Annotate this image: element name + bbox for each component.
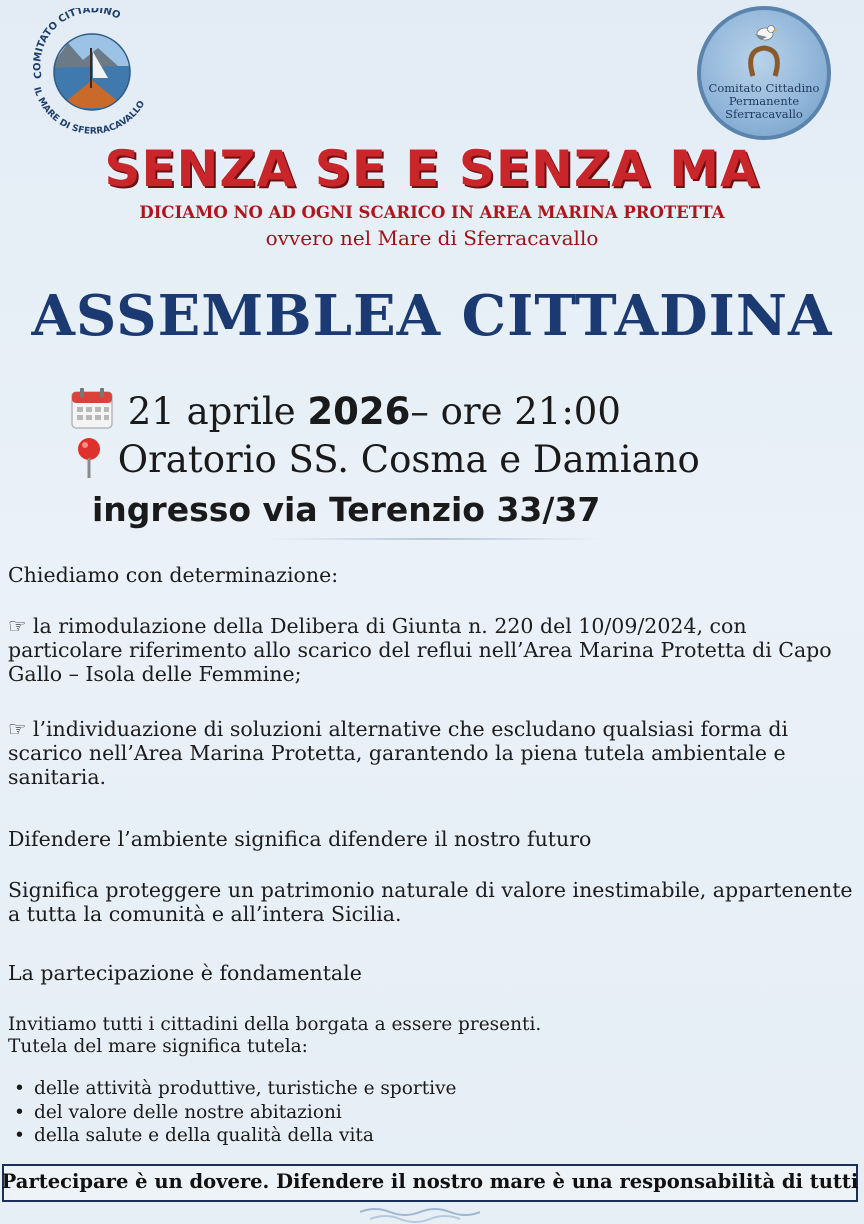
map-pin-icon [72, 436, 106, 480]
calendar-icon [70, 386, 116, 430]
request-item-2 [8, 717, 858, 789]
pointing-hand-icon: ☞ [8, 717, 27, 741]
invito-line-2: Tutela del mare significa tutela: [8, 1036, 308, 1057]
list-item: • del valore delle nostre abitazioni [14, 1101, 456, 1125]
logo-left-ring-top: COMITATO CITTADINO [32, 8, 122, 80]
partecipazione-paragraph: La partecipazione è fondamentale [8, 961, 362, 985]
page-title: ASSEMBLEA CITTADINA [31, 283, 833, 349]
footer-slogan: Partecipare è un dovere. Difendere il nostro mare è una responsabilità di tutti [1, 1170, 859, 1193]
event-place-name: Oratorio SS. Cosma e Damiano [117, 438, 700, 481]
event-year: 2026 [307, 390, 411, 433]
tutela-list [14, 1077, 456, 1148]
ambiente-paragraph: Difendere l’ambiente significa difendere il nostro futuro [8, 827, 592, 851]
subtitle-no-scarico: DICIAMO NO AD OGNI SCARICO IN AREA MARINA PROTETTA [139, 203, 725, 222]
headline: SENZA SE E SENZA MA [104, 140, 760, 198]
divider [270, 538, 600, 540]
logo-right-line-2: Permanente [728, 94, 800, 108]
request-item-1 [8, 614, 858, 686]
invito-line-1: Invitiamo tutti i cittadini della borgata a essere presenti. [8, 1014, 542, 1035]
event-date-day: 21 aprile [127, 390, 308, 433]
subtitle-mare: ovvero nel Mare di Sferracavallo [265, 226, 599, 250]
event-time: – ore 21:00 [410, 390, 621, 433]
event-place [72, 436, 700, 481]
event-date [70, 386, 621, 433]
list-item: • delle attività produttive, turistiche e sportive [14, 1077, 456, 1101]
request-2-text: l’individuazione di soluzioni alternative che escludano qualsiasi forma di scarico nell’Area Marina Protetta, garantendo la piena tutela ambientale e sanitaria. [8, 717, 789, 789]
patrimonio-paragraph: Significa proteggere un patrimonio naturale di valore inestimabile, appartenente a tutta la comunità e all’intera Sicilia. [8, 878, 853, 926]
list-item: • della salute e della qualità della vita [14, 1124, 456, 1148]
seagull-horseshoe-icon [739, 20, 789, 80]
logo-right-line-3: Sferracavallo [725, 107, 803, 121]
invito-paragraph [8, 1014, 858, 1058]
event-entrance: ingresso via Terenzio 33/37 [92, 490, 601, 529]
pointing-hand-icon: ☞ [8, 614, 27, 638]
logo-right-line-1: Comitato Cittadino [708, 81, 820, 95]
comitato-logo-right [697, 6, 831, 140]
intro-text: Chiediamo con determinazione: [8, 563, 339, 587]
waves-decoration [360, 1204, 480, 1224]
request-1-text: la rimodulazione della Delibera di Giunta n. 220 del 10/09/2024, con particolare riferimento allo scarico del reflui nell’Area Marina Protetta di Capo Gallo – Isola delle Femmine; [8, 614, 832, 686]
comitato-logo-left [28, 8, 158, 138]
logo-left-ring-bottom: IL MARE DI SFERRACAVALLO [31, 86, 148, 137]
